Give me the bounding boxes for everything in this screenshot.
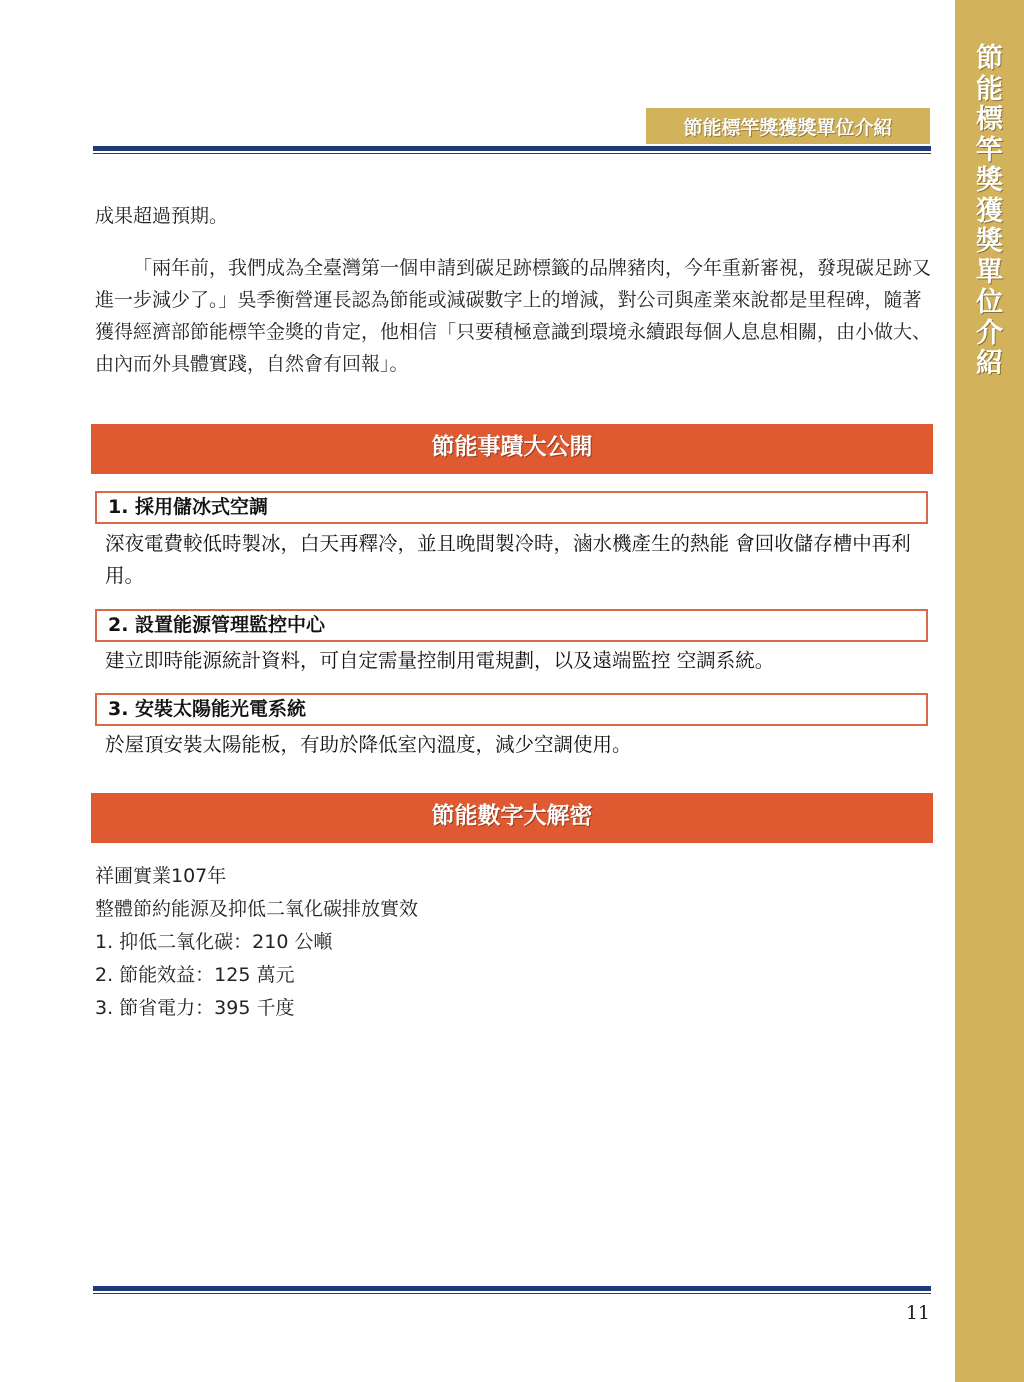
item-description: 深夜電費較低時製冰，白天再釋冷，並且晚間製冷時，滷水機產生的熱能 會回收儲存槽中再利用。 — [105, 532, 911, 587]
stats-subtitle: 整體節約能源及抑低二氧化碳排放實效 — [95, 898, 419, 920]
sidebar-char: 紹 — [976, 348, 1003, 379]
sidebar-char: 單 — [976, 256, 1003, 288]
page-number: 11 — [905, 1302, 930, 1324]
header-section-tag: 節能標竿獎獲獎單位介紹 — [646, 108, 930, 144]
item-title-box: 3. 安裝太陽能光電系統 — [95, 693, 928, 726]
item-description: 於屋頂安裝太陽能板，有助於降低室內溫度，減少空調使用。 — [105, 733, 632, 756]
section-banner-achievements: 節能事蹟大公開 — [91, 424, 933, 474]
section-banner-numbers: 節能數字大解密 — [91, 793, 933, 843]
footer-rule-thick — [93, 1286, 931, 1291]
stat-item: 1. 抑低二氧化碳：210 公噸 — [95, 931, 333, 953]
intro-line: 成果超過預期。 — [95, 205, 229, 227]
item-description: 建立即時能源統計資料，可自定需量控制用電規劃，以及遠端監控 空調系統。 — [105, 649, 775, 672]
sidebar-char: 位 — [976, 287, 1003, 318]
intro-text — [95, 200, 931, 380]
stats-company: 祥圃實業107年 — [95, 865, 227, 887]
sidebar-char: 竿 — [976, 134, 1003, 166]
sidebar-char: 標 — [976, 104, 1003, 135]
item-title-box: 2. 設置能源管理監控中心 — [95, 609, 928, 642]
sidebar-vertical-title — [955, 44, 1024, 380]
stat-item: 3. 節省電力：395 千度 — [95, 997, 295, 1019]
header-rule-thin — [93, 153, 931, 154]
intro-quote-paragraph: 「兩年前，我們成為全臺灣第一個申請到碳足跡標籤的品牌豬肉，今年重新審視，發現碳足跡又進一步減少了。」吳季衡營運長認為節能或減碳數字上的增減，對公司與產業來說都是里程碑，隨著獲得經濟部節能標竿金獎的肯定，他相信「只要積極意識到環境永續跟每個人息息相關，由小做大、由內而外具體實踐，自然會有回報」。 — [95, 257, 932, 375]
sidebar-char: 獎 — [976, 165, 1003, 196]
footer-rule-thin — [93, 1293, 931, 1294]
sidebar-char: 能 — [976, 73, 1003, 105]
sidebar-strip — [955, 0, 1024, 1382]
sidebar-char: 介 — [976, 317, 1003, 349]
sidebar-char: 節 — [976, 43, 1003, 74]
header-rule-thick — [93, 146, 931, 151]
item-title-box: 1. 採用儲冰式空調 — [95, 491, 928, 524]
stat-item: 2. 節能效益：125 萬元 — [95, 964, 295, 986]
sidebar-char: 獲 — [976, 195, 1003, 227]
sidebar-char: 獎 — [976, 226, 1003, 257]
